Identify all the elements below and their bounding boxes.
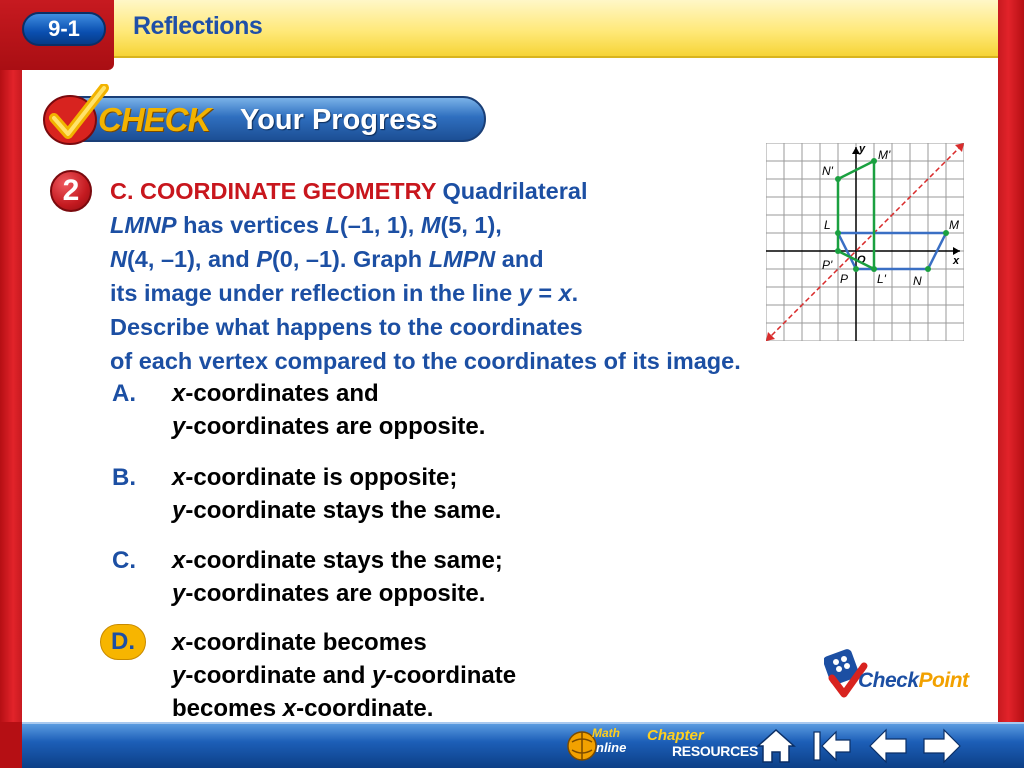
choice-d-line-2b: -coordinate — [385, 662, 517, 689]
previous-page-icon[interactable] — [866, 726, 910, 766]
point-label-m: M — [949, 218, 959, 232]
home-icon[interactable] — [754, 726, 798, 766]
choice-b-line-2: -coordinate stays the same. — [185, 497, 502, 524]
choice-d-line-3b: -coordinate. — [296, 695, 434, 722]
choice-d-line-1: -coordinate becomes — [185, 629, 427, 656]
choice-d-line-3a: becomes — [172, 695, 277, 722]
point-label-n-prime: N' — [822, 164, 833, 178]
chapter-resources-chapter-label[interactable]: Chapter — [647, 727, 704, 744]
choice-letter-a: A. — [112, 380, 136, 407]
y-axis-label: y — [859, 143, 866, 155]
choice-d-line-2a: -coordinate and — [185, 662, 366, 689]
problem-line-5: Describe what happens to the coordinates — [110, 314, 583, 340]
choice-letter-b: B. — [112, 464, 136, 491]
problem-number-badge: 2 — [50, 170, 92, 212]
choice-b-line-1: -coordinate is opposite; — [185, 464, 458, 491]
point-label-p-prime: P' — [822, 258, 833, 272]
choice-c-line-1: -coordinate stays the same; — [185, 547, 503, 574]
origin-label: O — [857, 254, 866, 266]
point-label-m-prime: M' — [878, 148, 891, 162]
math-online-math-label[interactable]: Math — [592, 726, 620, 740]
lesson-title: Reflections — [133, 12, 263, 40]
math-online-online-label[interactable]: nline — [596, 740, 627, 755]
problem-statement: C. COORDINATE GEOMETRY Quadrilateral LMNP has vertices L(–1, 1), M(5, 1), N(4, –1), and P(0, –1). Graph LMPN and its image under reflection in the line y = x. Describe what happens to the coordinates of each vertex compared to the coordinates of its image. — [110, 174, 970, 378]
point-label-l-prime: L' — [877, 272, 886, 286]
frame-left — [0, 0, 22, 768]
problem-line-3: and — [207, 246, 250, 272]
banner-check-word: CHECK — [98, 101, 211, 138]
frame-bottom-left — [0, 722, 22, 768]
answer-choice-d-selected[interactable]: D. x-coordinate becomes y-coordinate and y-coordinate becomes x-coordinate. — [112, 626, 712, 730]
chapter-resources-resources-label[interactable]: RESOURCES — [672, 743, 758, 759]
answer-choice-b[interactable]: B. x-coordinate is opposite; y-coordinate stays the same. — [112, 461, 712, 531]
coordinate-graph — [766, 143, 964, 341]
choice-a-line-1: -coordinates and — [185, 380, 379, 407]
x-axis-label: x — [953, 255, 960, 267]
problem-part-label: C. COORDINATE GEOMETRY — [110, 178, 436, 204]
answer-choice-c[interactable]: C. x-coordinate stays the same; y-coordinates are opposite. — [112, 544, 712, 614]
x-axis-arrow-icon — [953, 247, 960, 255]
point-label-n: N — [913, 274, 922, 288]
point-label-l: L — [824, 218, 831, 232]
problem-line-6: of each vertex compared to the coordinates of its image. — [110, 348, 741, 374]
point-label-p: P — [840, 272, 849, 286]
banner-rest-words: Your Progress — [240, 104, 438, 136]
answer-choice-a[interactable]: A. x-coordinates and y-coordinates are opposite. — [112, 377, 712, 447]
checkpoint-logo-text[interactable]: CheckPoint — [858, 669, 969, 692]
first-page-icon[interactable] — [810, 726, 854, 766]
choice-c-line-2: -coordinates are opposite. — [185, 580, 486, 607]
problem-line-2: has vertices — [183, 212, 319, 238]
problem-line-1: Quadrilateral — [442, 178, 588, 204]
choice-letter-d: D. — [100, 624, 146, 660]
lesson-number-badge: 9-1 — [22, 12, 106, 46]
problem-line-4: its image under reflection in the line — [110, 280, 513, 306]
frame-right — [998, 0, 1024, 768]
choice-a-line-2: -coordinates are opposite. — [185, 413, 486, 440]
next-page-icon[interactable] — [920, 726, 964, 766]
reflection-line — [766, 143, 964, 341]
choice-letter-c: C. — [112, 547, 136, 574]
reflection-line-arrow-icon — [955, 143, 964, 152]
